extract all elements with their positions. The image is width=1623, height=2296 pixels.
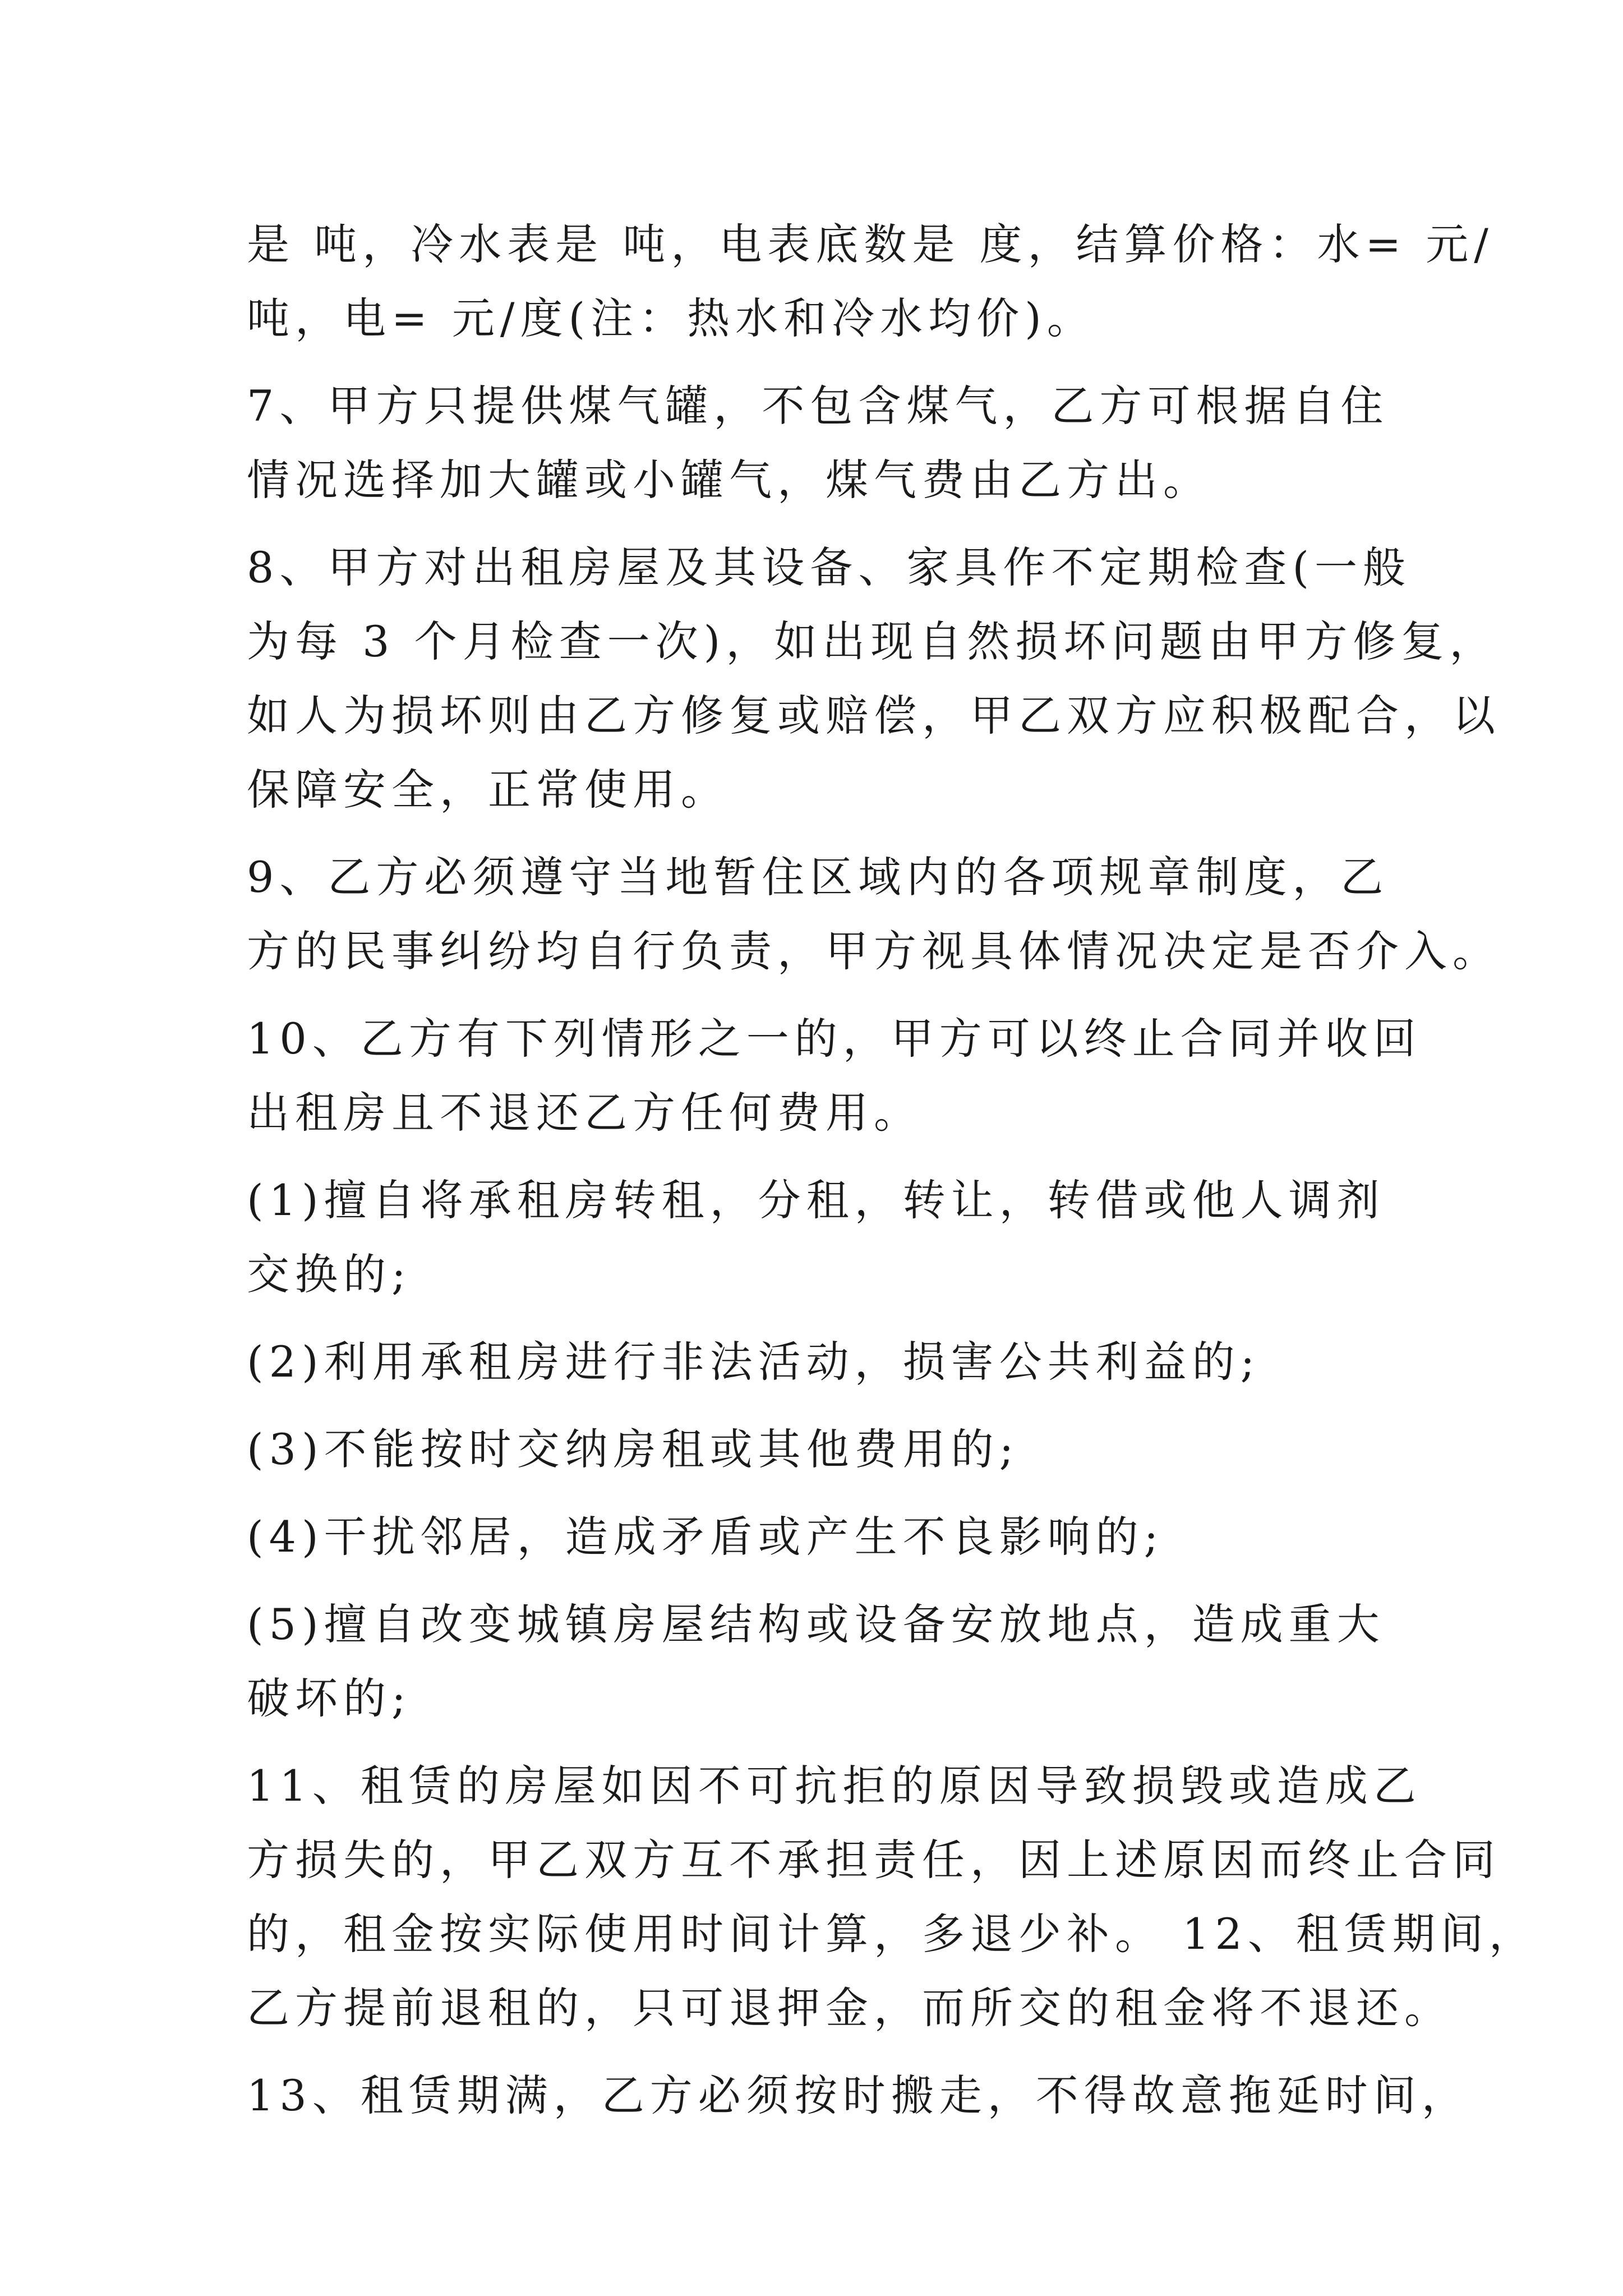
text-line: 出租房且不退还乙方任何费用。 bbox=[247, 1088, 922, 1138]
text-line: 乙方提前退租的，只可退押金，而所交的租金将不退还。 bbox=[247, 1983, 1453, 2033]
text-line: 保障安全，正常使用。 bbox=[247, 765, 729, 815]
text-line: (4)干扰邻居，造成矛盾或产生不良影响的; bbox=[247, 1512, 1164, 1562]
text-line: 如人为损坏则由乙方修复或赔偿，甲乙双方应积极配合，以 bbox=[247, 691, 1501, 740]
text-line: 是 吨，冷水表是 吨，电表底数是 度，结算价格：水= 元/ bbox=[247, 219, 1494, 269]
text-line: 13、租赁期满，乙方必须按时搬走，不得故意拖延时间， bbox=[247, 2070, 1470, 2120]
text-line: (3)不能按时交纳房租或其他费用的; bbox=[247, 1424, 1020, 1474]
text-line: 方损失的，甲乙双方互不承担责任，因上述原因而终止合同 bbox=[247, 1835, 1501, 1885]
text-line: 10、乙方有下列情形之一的，甲方可以终止合同并收回 bbox=[247, 1014, 1422, 1064]
text-line: 11、租赁的房屋如因不可抗拒的原因导致损毁或造成乙 bbox=[247, 1761, 1422, 1811]
text-line: 破坏的; bbox=[247, 1673, 412, 1723]
text-line: 9、乙方必须遵守当地暂住区域内的各项规章制度，乙 bbox=[247, 852, 1389, 902]
text-line: 8、甲方对出租房屋及其设备、家具作不定期检查(一般 bbox=[247, 542, 1412, 592]
text-line: 吨，电= 元/度(注：热水和冷水均价)。 bbox=[247, 293, 1095, 343]
text-line: 为每 3 个月检查一次)，如出现自然损坏问题由甲方修复， bbox=[247, 616, 1498, 666]
text-line: 交换的; bbox=[247, 1249, 412, 1299]
document-body bbox=[247, 208, 1537, 2133]
text-line: 的，租金按实际使用时间计算，多退少补。 12、租赁期间， bbox=[247, 1909, 1537, 1959]
text-line: 情况选择加大罐或小罐气，煤气费由乙方出。 bbox=[247, 455, 1211, 505]
text-line: 7、甲方只提供煤气罐，不包含煤气，乙方可根据自住 bbox=[247, 381, 1389, 431]
text-line: (2)利用承租房进行非法活动，损害公共利益的; bbox=[247, 1337, 1261, 1387]
text-line: (5)擅自改变城镇房屋结构或设备安放地点，造成重大 bbox=[247, 1599, 1385, 1649]
text-line: (1)擅自将承租房转租，分租，转让，转借或他人调剂 bbox=[247, 1175, 1385, 1225]
text-line: 方的民事纠纷均自行负责，甲方视具体情况决定是否介入。 bbox=[247, 926, 1501, 976]
